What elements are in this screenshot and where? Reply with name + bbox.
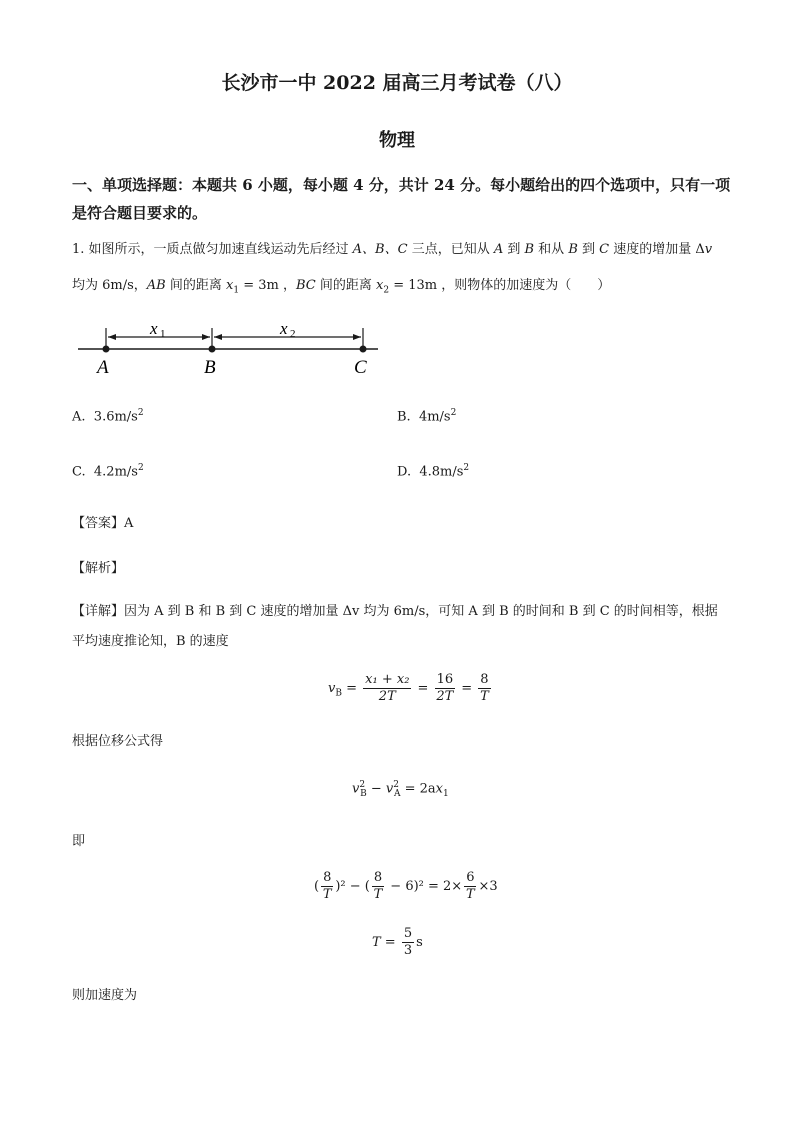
- motion-diagram: [72, 318, 392, 380]
- subject-title: 物理: [379, 130, 415, 151]
- fraction-2: $\frac{16}{2T}$: [436, 672, 454, 704]
- section-heading: 一、单项选择题：本题共 6 小题，每小题 4 分，共计 24 分。每小题给出的四个选项中，只有一项是符合题目要求的。: [72, 176, 731, 222]
- option-a: A. $3.6m/s^2$: [72, 408, 144, 425]
- label-x1-sub: 1: [160, 328, 166, 340]
- text-acceleration: 则加速度为: [72, 988, 138, 1003]
- fraction-3: $\frac{8}{T}$: [480, 672, 489, 704]
- fraction-1: $\frac{\text{x₁ + x₂}}{2T}$: [365, 672, 410, 704]
- arrowhead-x2-left: [214, 334, 222, 340]
- arrowhead-x2-right: [353, 334, 361, 340]
- question-1-line-2: 均为 6m/s，AB 间的距离 $x_1 = 3m$ ，BC 间的距离 $x_2 = 13m$ ，则物体的加速度为（ ）: [72, 278, 611, 296]
- label-c: C: [354, 357, 367, 378]
- option-b: B. $4m/s^2$: [397, 408, 457, 425]
- label-x2-sub: 2: [290, 328, 296, 340]
- answer-line: 【答案】A: [72, 516, 134, 531]
- text-ji: 即: [72, 834, 86, 849]
- label-x2: x: [280, 319, 288, 338]
- detail-line-1: 【详解】因为 A 到 B 和 B 到 C 速度的增加量 Δv 均为 6m/s，可知 A 到 B 的时间和 B 到 C 的时间相等，根据: [72, 604, 718, 619]
- equation-displacement: $v^2_B - v^2_A = 2ax_1$: [352, 780, 449, 799]
- label-b: B: [204, 357, 216, 378]
- option-c: C. $4.2m/s^2$: [72, 463, 144, 480]
- point-b: [209, 346, 216, 353]
- option-d: D. $4.8m/s^2$: [397, 463, 470, 480]
- point-c: [360, 346, 367, 353]
- point-a: [103, 346, 110, 353]
- question-1-line-1: 1. 如图所示，一质点做匀加速直线运动先后经过 A、B、C 三点，已知从 A 到 B 和从 B 到 C 速度的增加量 Δv: [72, 242, 713, 257]
- equation-period: T = $\frac{5}{3}$ s: [372, 926, 423, 958]
- text-displacement: 根据位移公式得: [72, 734, 164, 749]
- equation-solve: ( $\frac{8}{T}$ )² − ( $\frac{8}{T}$ − 6)² = 2× $\frac{6}{T}$ ×3: [314, 870, 498, 902]
- equation-vb: $v_B$ = $\frac{\text{x₁ + x₂}}{2T}$ = $\frac{16}{2T}$ = $\frac{8}{T}$: [328, 672, 489, 704]
- detail-line-2: 平均速度推论知，B 的速度: [72, 634, 229, 649]
- label-a: A: [97, 357, 109, 378]
- label-x1: x: [150, 319, 158, 338]
- arrowhead-x1-right: [202, 334, 210, 340]
- page-title: 长沙市一中 2022 届高三月考试卷（八）: [221, 72, 573, 94]
- arrowhead-x1-left: [108, 334, 116, 340]
- analysis-tag: 【解析】: [72, 561, 125, 576]
